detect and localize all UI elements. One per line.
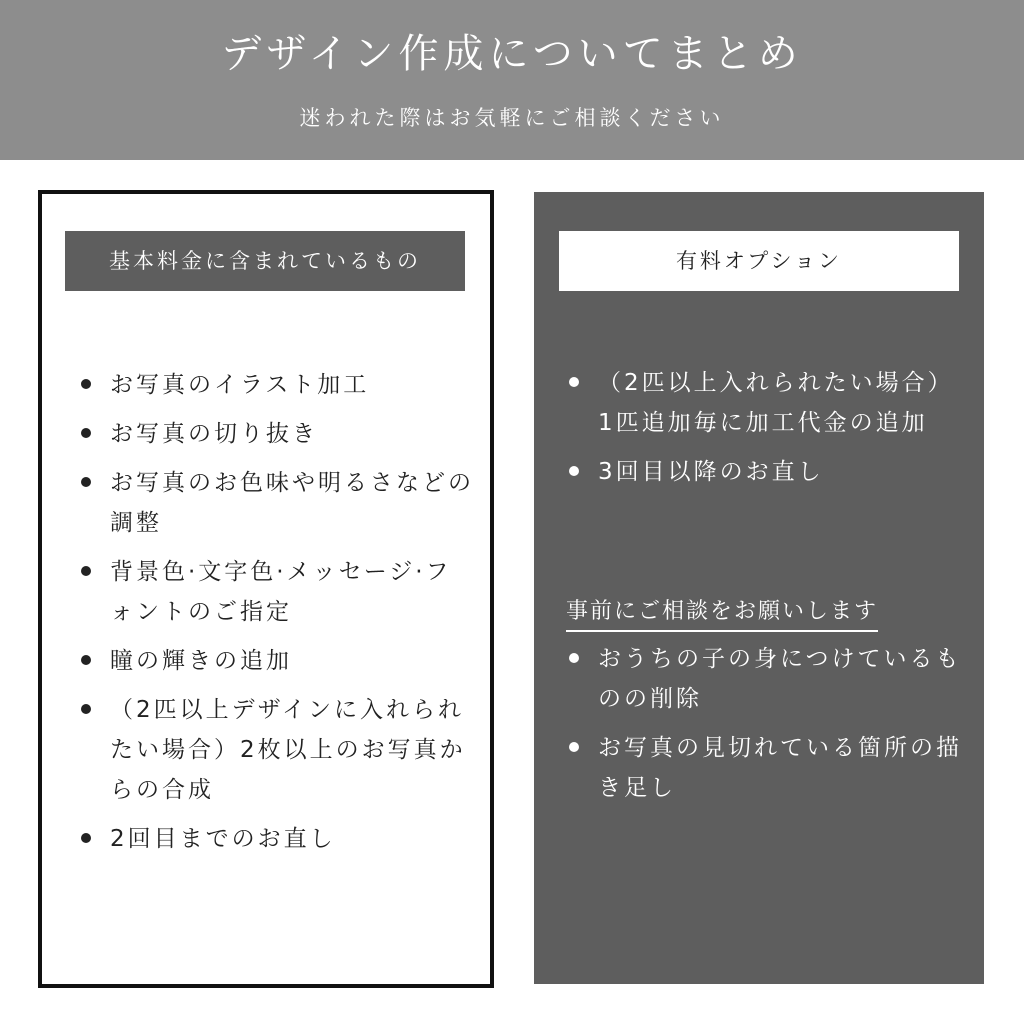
options-list	[564, 363, 964, 501]
bullet-icon	[81, 566, 91, 576]
list-item-text: おうちの子の身につけているものの削除	[598, 646, 962, 712]
list-item	[76, 819, 476, 859]
header-banner	[0, 0, 1024, 160]
list-item	[76, 414, 476, 454]
list-item	[76, 641, 476, 681]
included-panel	[38, 190, 494, 988]
bullet-icon	[569, 377, 579, 387]
consult-heading: 事前にご相談をお願いします	[566, 594, 878, 632]
list-item-text: 瞳の輝きの追加	[110, 648, 292, 674]
bullet-icon	[81, 833, 91, 843]
bullet-icon	[81, 704, 91, 714]
bullet-icon	[569, 742, 579, 752]
options-label: 有料オプション	[559, 231, 959, 291]
list-item	[76, 552, 476, 632]
list-item-text: 3回目以降のお直し	[598, 459, 824, 485]
bullet-icon	[81, 428, 91, 438]
list-item	[76, 690, 476, 810]
list-item	[564, 452, 964, 492]
list-item	[564, 639, 964, 719]
bullet-icon	[81, 477, 91, 487]
list-item	[564, 363, 964, 443]
included-label: 基本料金に含まれているもの	[65, 231, 465, 291]
list-item-text: 背景色·文字色·メッセージ·フォントのご指定	[110, 559, 452, 625]
bullet-icon	[569, 466, 579, 476]
list-item-text: 2回目までのお直し	[110, 826, 336, 852]
list-item	[564, 728, 964, 808]
list-item-text: お写真のイラスト加工	[110, 372, 370, 398]
list-item-text: （2匹以上デザインに入れられたい場合）2枚以上のお写真からの合成	[110, 697, 466, 803]
consult-list	[564, 639, 964, 817]
list-item-text: お写真の見切れている箇所の描き足し	[598, 735, 962, 801]
bullet-icon	[81, 379, 91, 389]
options-panel	[534, 192, 984, 984]
list-item-text: お写真の切り抜き	[110, 421, 318, 447]
list-item	[76, 365, 476, 405]
list-item-text: （2匹以上入れられたい場合）1匹追加毎に加工代金の追加	[598, 370, 954, 436]
page-subtitle: 迷われた際はお気軽にご相談ください	[299, 106, 725, 130]
bullet-icon	[81, 655, 91, 665]
page-title: デザイン作成についてまとめ	[221, 31, 803, 77]
bullet-icon	[569, 653, 579, 663]
included-list	[76, 365, 476, 868]
list-item-text: お写真のお色味や明るさなどの調整	[110, 470, 474, 536]
list-item	[76, 463, 476, 543]
